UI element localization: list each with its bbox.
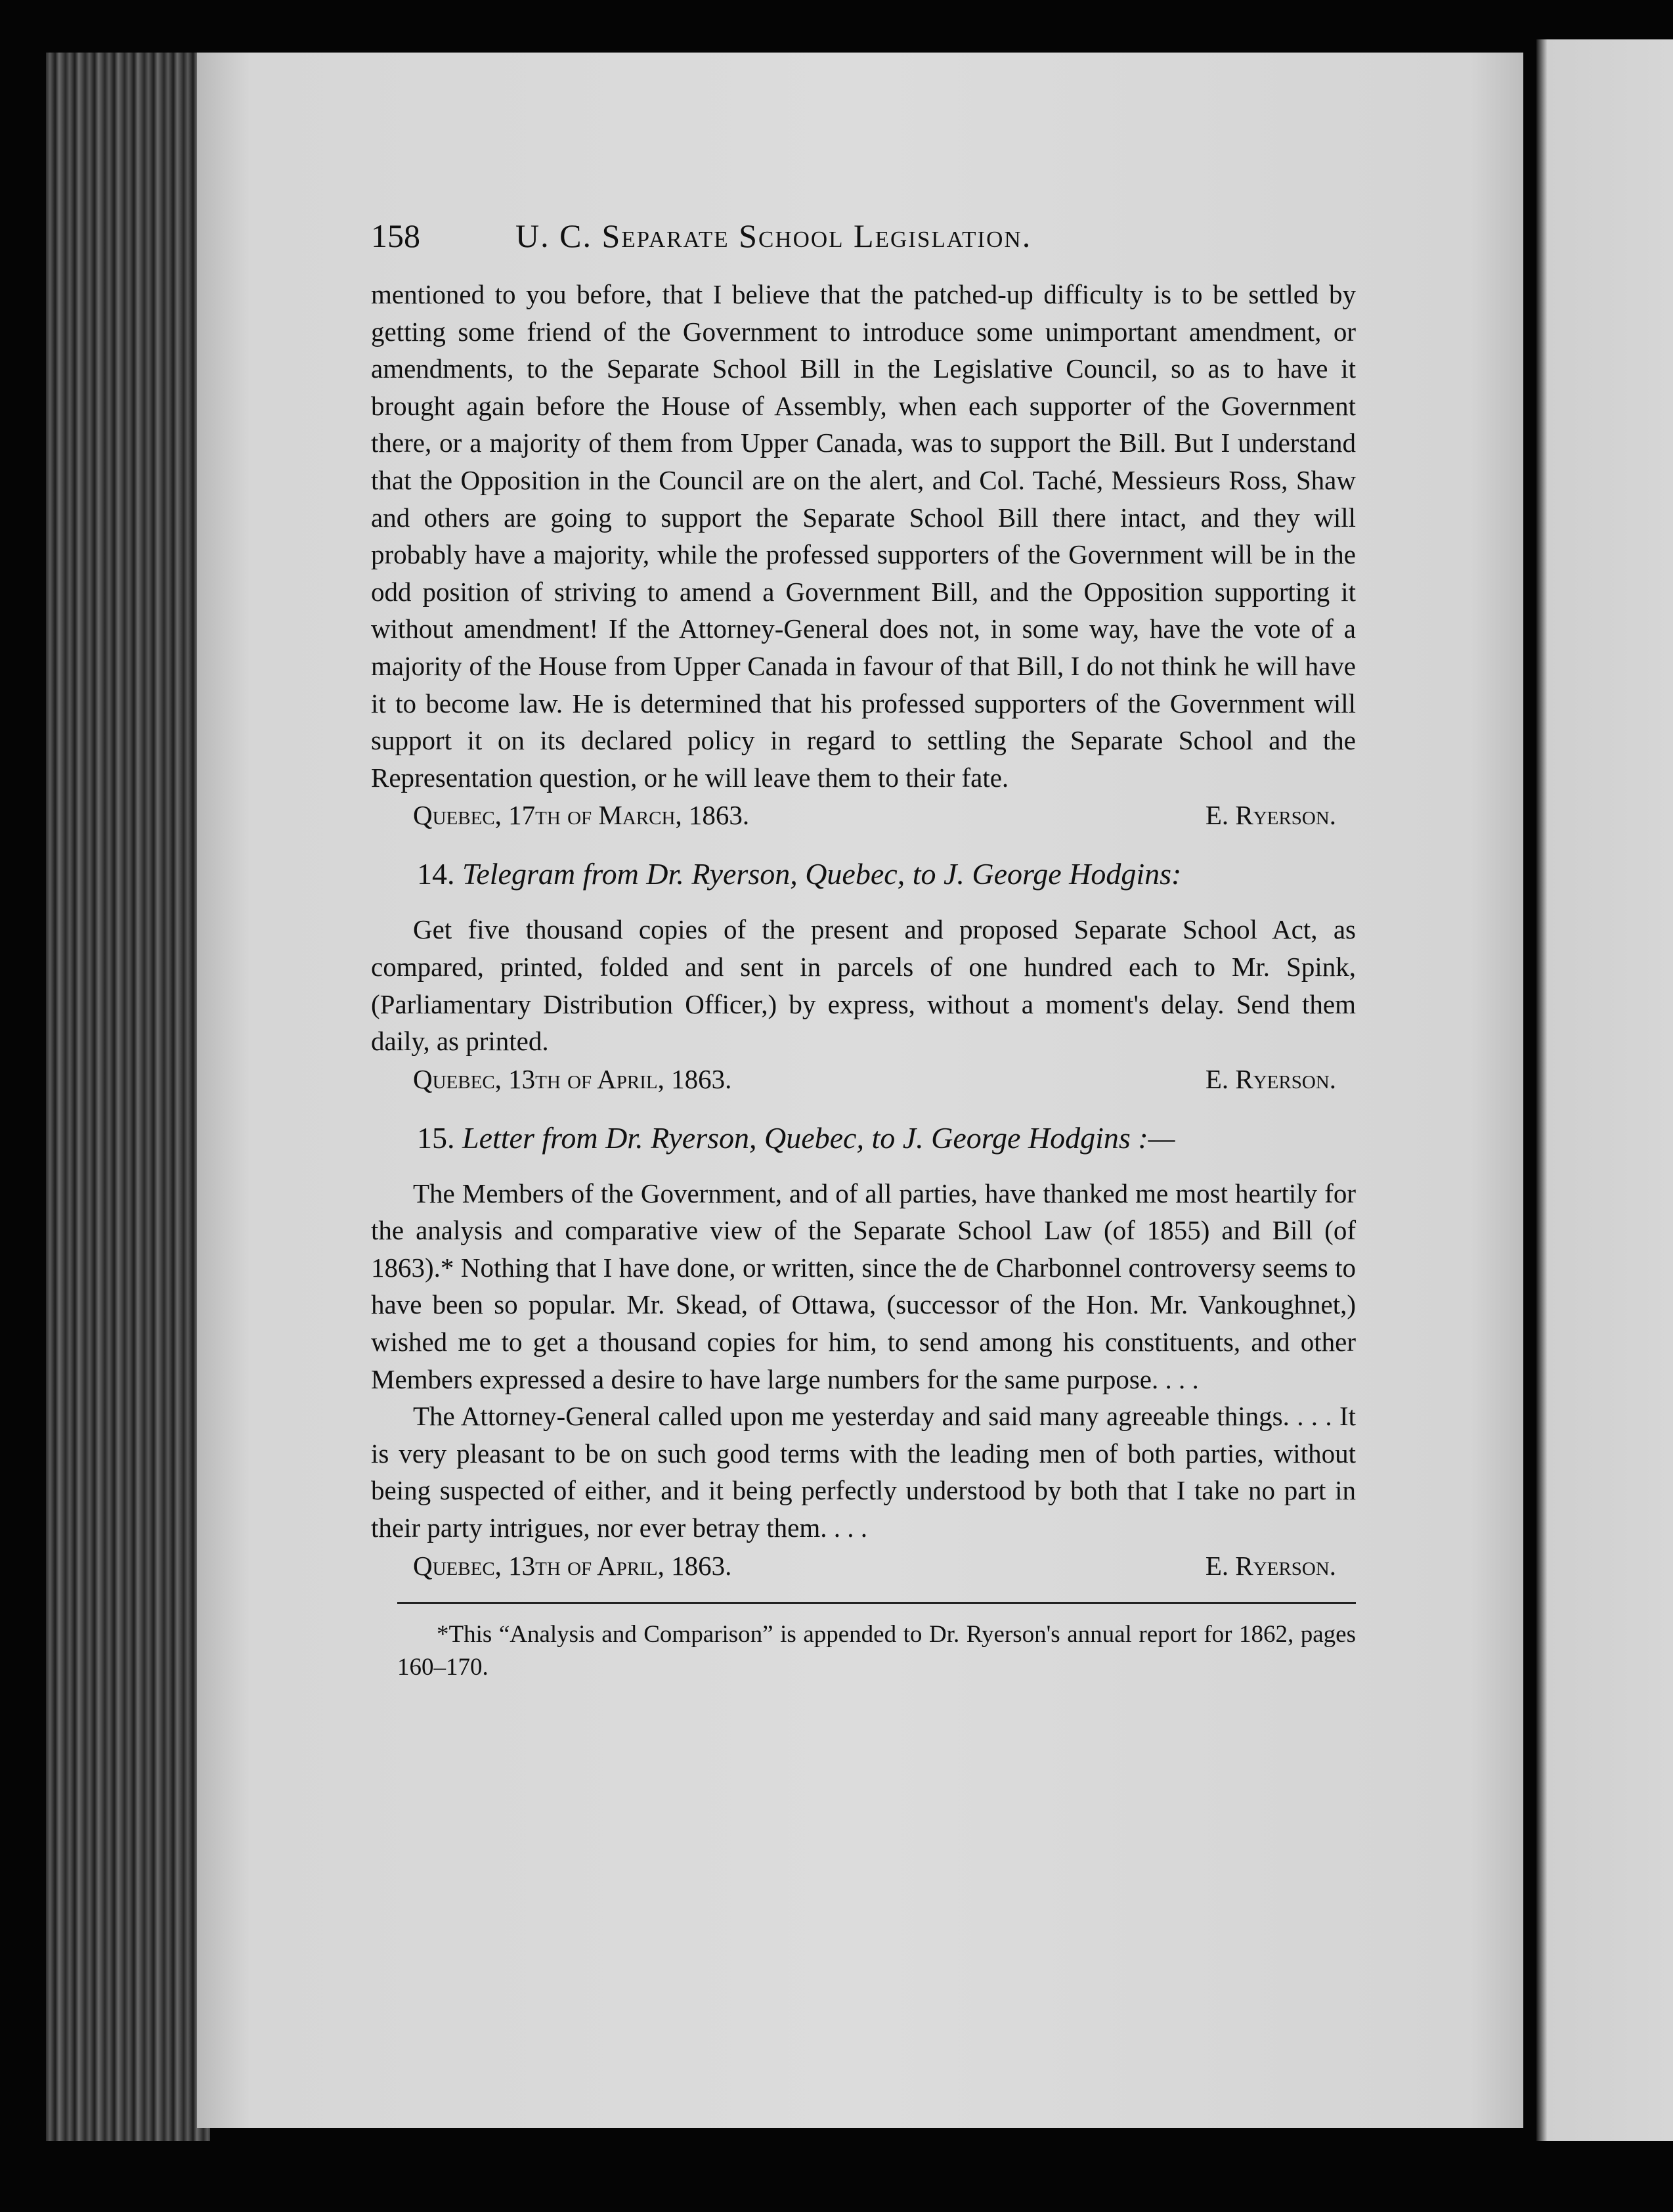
section-title: Telegram from Dr. Ryerson, Quebec, to J. George Hodgins:	[462, 857, 1182, 891]
signature: E. Ryerson.	[1205, 1550, 1336, 1581]
place-date: Quebec, 13th of April, 1863.	[413, 1550, 732, 1581]
section-13-signoff	[371, 796, 1356, 834]
section-14-heading	[371, 856, 1356, 891]
section-15	[371, 1175, 1356, 1547]
footnote-text: *This “Analysis and Comparison” is appended to Dr. Ryerson's annual report for 1862, pages 160–170.	[397, 1620, 1356, 1681]
section-15-paragraph-2: The Attorney-General called upon me yesterday and said many agreeable things. . . . It is very pleasant to be on such good terms with the leading men of both parties, without being suspected of either, and it being perfectly understood by both that I take no part in their party intrigues, nor ever betray them. . . .	[371, 1401, 1356, 1543]
signature: E. Ryerson.	[1205, 800, 1336, 831]
section-13	[371, 276, 1356, 796]
section-number: 15.	[417, 1120, 455, 1155]
section-15-heading	[371, 1120, 1356, 1155]
footnote	[371, 1618, 1356, 1684]
section-14-signoff	[371, 1060, 1356, 1098]
running-title: U. C. Separate School Legislation.	[515, 217, 1032, 254]
place-date: Quebec, 13th of April, 1863.	[413, 1063, 732, 1094]
page-number: 158	[371, 217, 420, 254]
page-header	[371, 217, 1356, 276]
section-14-paragraph: Get five thousand copies of the present and proposed Separate School Act, as compared, printed, folded and sent in parcels of one hundred each to Mr. Spink, (Parliamentary Distribution Officer,) by express, without a moment's delay. Send them daily, as printed.	[371, 914, 1356, 1057]
section-15-signoff	[371, 1547, 1356, 1585]
section-15-paragraph-1: The Members of the Government, and of all parties, have thanked me most heartily for the analysis and comparative view of the Separate School Law (of 1855) and Bill (of 1863).* Nothing that I have done, or written, since the de Charbonnel controversy seems to have been so popular. Mr. Skead, of Ottawa, (successor of the Hon. Mr. Vankoughnet,) wished me to get a thousand copies for him, to send among his constituents, and other Members expressed a desire to have large numbers for the same purpose. . . .	[371, 1178, 1356, 1394]
facing-page-edge	[1536, 39, 1673, 2141]
section-13-paragraph: mentioned to you before, that I believe that the patched-up difficulty is to be settled by getting some friend of the Government to introduce some unimportant amendment, or amendments, to the Separate School Bill in the Legislative Council, so as to have it brought again before the House of Assembly, when each supporter of the Government there, or a majority of them from Upper Canada, was to support the Bill. But I understand that the Opposition in the Council are on the alert, and Col. Taché, Messieurs Ross, Shaw and others are going to support the Separate School Bill there intact, and they will probably have a majority, while the professed supporters of the Government will be in the odd position of striving to amend a Government Bill, and the Opposition supporting it without amendment! If the Attorney-General does not, in some way, have the vote of a majority of the House from Upper Canada in favour of that Bill, I do not think he will have it to become law. He is determined that his professed supporters of the Government will support it on its declared policy in regard to settling the Separate School and the Representation question, or he will leave them to their fate.	[371, 279, 1356, 793]
section-number: 14.	[417, 857, 455, 891]
book-page-edges	[46, 53, 210, 2141]
footnote-divider	[397, 1602, 1356, 1604]
page-content	[371, 217, 1356, 1684]
place-date: Quebec, 17th of March, 1863.	[413, 800, 750, 831]
section-14	[371, 911, 1356, 1059]
signature: E. Ryerson.	[1205, 1063, 1336, 1094]
section-title: Letter from Dr. Ryerson, Quebec, to J. George Hodgins :—	[462, 1120, 1175, 1155]
